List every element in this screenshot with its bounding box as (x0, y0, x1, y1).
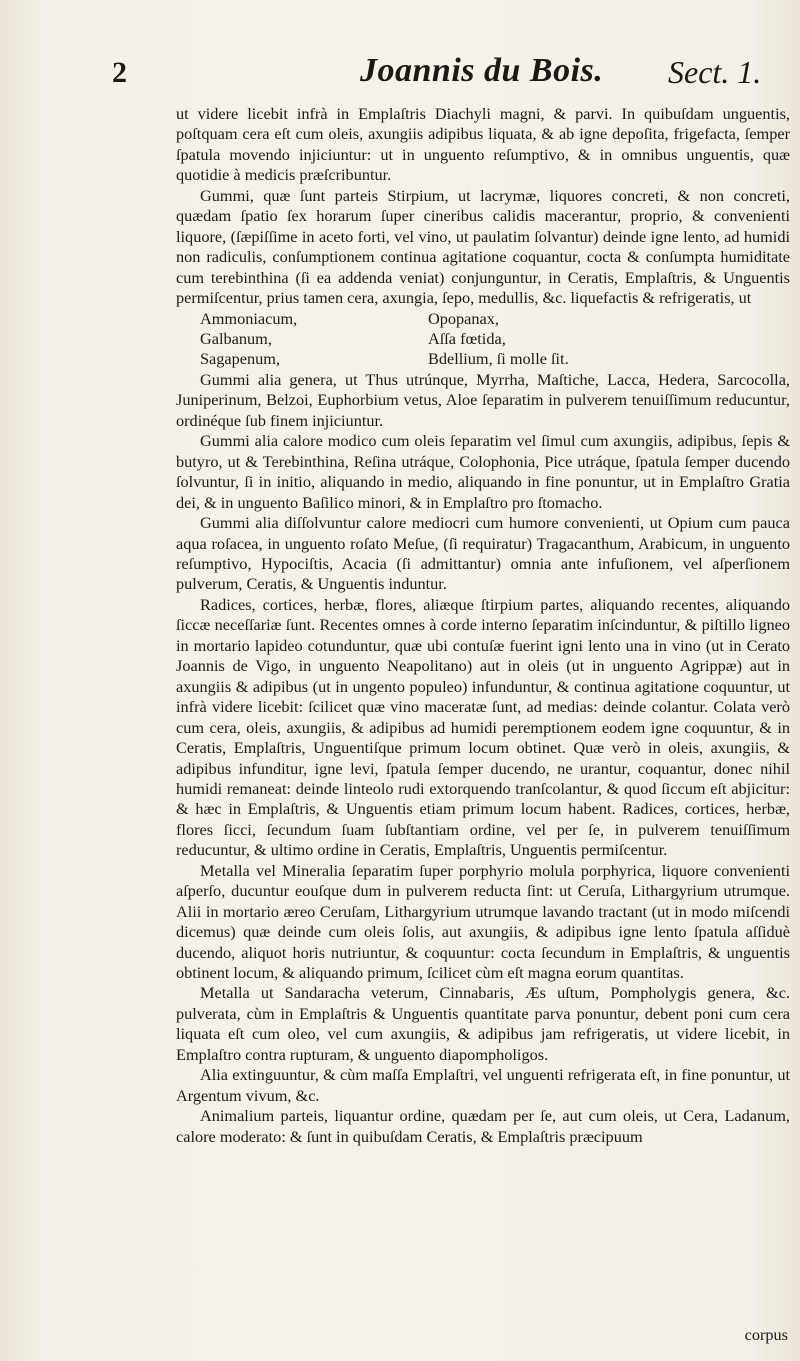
paragraph: Gummi alia diſſolvuntur calore mediocri cum humore convenienti, ut Opium cum pauca aqua roſacea, in unguento roſato Meſue, (ſi requiratur) Tragacanthum, Arabicum, in unguento reſumptivo, Hypociſtis, Acacia (ſi admittantur) omnia ante infuſionem, vel aſperſionem pulverum, Ceratis, & Unguentis induntur. (176, 513, 790, 594)
list-item: Aſſa fœtida, (428, 328, 506, 348)
paragraph: Gummi alia genera, ut Thus utrúnque, Myrrha, Maſtiche, Lacca, Hedera, Sarcocolla, Juniperinum, Belzoi, Euphorbium vetus, Aloe ſeparatim in pulverem tenuiſſimum reducuntur, ordinéque ſub finem injiciuntur. (176, 369, 790, 430)
paragraph: Gummi, quæ ſunt parteis Stirpium, ut lacrymæ, liquores concreti, & non concreti, quædam ſpatio ſex horarum ſuper cineribus calidis macerantur, proprio, & convenienti liquore, (ſæpiſſime in aceto forti, vel vino, ut paulatim ſolvantur) deinde igne lento, ad humidi non radiculis, conſumptionem continua agitatione coquantur, cocta & conſumpta humiditate cum terebinthina (ſi ea addenda veniat) conjunguntur, in Ceratis, Emplaſtris, & Unguentis permiſcentur, prius tamen cera, axungia, ſepo, medullis, &c. liquefactis & refrigeratis, ut (176, 185, 790, 308)
body-text (176, 104, 790, 1147)
catchword: corpus (744, 1325, 788, 1344)
list-item: Opopanax, (428, 308, 499, 328)
section-label: Sect. 1. (668, 54, 762, 90)
gum-list (200, 309, 790, 370)
page-number: 2 (112, 56, 127, 89)
page-header (0, 52, 800, 100)
paragraph: ut videre licebit infrà in Emplaſtris Diachyli magni, & parvi. In quibuſdam unguentis, poſtquam cera eſt cum oleis, axungiis adipibus liquata, & ab igne depoſita, frigefacta, ſemper ſpatula movendo injiciuntur: ut in unguento reſumptivo, & in omnibus unguentis, quæ quotidie à medicis præſcribuntur. (176, 104, 790, 185)
running-title: Joannis du Bois. (360, 52, 604, 89)
list-item: Ammoniacum, (200, 308, 298, 328)
paragraph: Metalla ut Sandaracha veterum, Cinnabaris, Æs uſtum, Pompholygis genera, &c. pulverata, cùm in Emplaſtris & Unguentis quantitate parva ponuntur, debent poni cum cera liquata eſt cum oleo, vel cum axungiis, & adipibus jam refrigeratis, ut videre licebit, in Emplaſtro contra rupturam, & unguento diapompholigos. (176, 983, 790, 1064)
paragraph: Metalla vel Mineralia ſeparatim ſuper porphyrio molula porphyrica, liquore convenienti aſperſo, ducuntur eouſque dum in pulverem reducta ſint: ut Ceruſa, Lithargyrium utrumque. Alii in mortario æreo Ceruſam, Lithargyrium utrumque lavando tractant (ut in modo miſcendi dicemus) quæ deinde cum oleis ſolis, aut axungiis, & adipibus igne lento ſpatula aſſiduè ducendo, aliquot horis nutriuntur, & coquuntur: cocta ſecundum in Emplaſtris, & unguentis obtinent locum, & aliquando primum, ſcilicet cùm eſt magna eorum quantitas. (176, 860, 790, 983)
list-item: Bdellium, ſi molle ſit. (428, 349, 569, 369)
paragraph: Animalium parteis, liquantur ordine, quædam per ſe, aut cum oleis, ut Cera, Ladanum, calore moderato: & ſunt in quibuſdam Ceratis, & Emplaſtris præcipuum (176, 1106, 790, 1146)
paragraph: Alia extinguuntur, & cùm maſſa Emplaſtri, vel unguenti refrigerata eſt, in fine ponuntur, ut Argentum vivum, &c. (176, 1065, 790, 1105)
list-item: Sagapenum, (200, 349, 281, 369)
paragraph: Gummi alia calore modico cum oleis ſeparatim vel ſimul cum axungiis, adipibus, ſepis & butyro, ut & Terebinthina, Reſina utráque, Colophonia, Pice utráque, ſpatula ſemper ducendo ſolvuntur, ſi in initio, aliquando in medio, aliquando in fine ponuntur, ut in Emplaſtro Gratia dei, & in unguento Baſilico minori, & in Emplaſtro pro ſtomacho. (176, 431, 790, 512)
list-item: Galbanum, (200, 328, 272, 348)
paragraph: Radices, cortices, herbæ, flores, aliæque ſtirpium partes, aliquando recentes, aliquando ſiccæ neceſſariæ ſunt. Recentes omnes à corde interno ſeparatim inſcinduntur, & piſtillo ligneo in mortario lapideo cotunduntur, quæ ubi contuſæ fuerint igni lento una in vino (ut in Cerato Joannis de Vigo, in unguento Neapolitano) aut in oleis (ut in unguento Agrippæ) aut in axungiis & adipibus (ut in ungento populeo) infunduntur, & continua agitatione coquuntur, ut infrà videre licebit: ſcilicet quæ vino maceratæ ſunt, ad medias: deinde colantur. Colata verò cum cera, oleis, axungiis, & adipibus ad humidi peremptionem eodem igne coquuntur, & in Ceratis, Emplaſtris, Unguentiſque primum locum obtinet. Quæ verò in oleis, axungiis, & adipibus infunditur, igne levi, ſpatula ſemper ducendo, ne urantur, coquantur, donec nihil humidi remaneat: deinde linteolo rudi extorquendo tranſcolantur, & quod ſiccum eſt abjicitur: & hæc in Emplaſtris, & Unguentis etiam primum locum habent. Radices, cortices, herbæ, flores ſicci, ſecundum ſuam ſubſtantiam ordine, vel per ſe, in pulverem tenuiſſimum reducuntur, & ultimo ordine in Ceratis, Emplaſtris, Unguentis permiſcentur. (176, 594, 790, 860)
